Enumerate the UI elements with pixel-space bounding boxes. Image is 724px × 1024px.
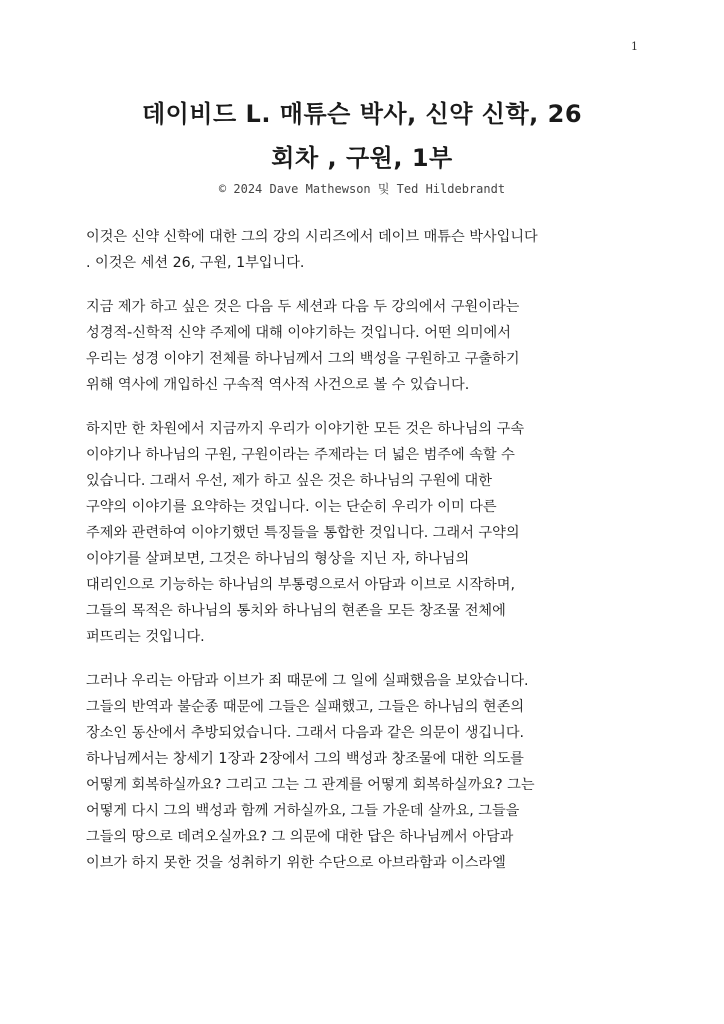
paragraph	[86, 294, 646, 398]
text-line: 하나님께서는 창세기 1장과 2장에서 그의 백성과 창조물에 대한 의도를	[86, 751, 524, 767]
paragraph	[86, 416, 646, 650]
text-line: 그러나 우리는 아담과 이브가 죄 때문에 그 일에 실패했음을 보았습니다.	[86, 673, 529, 689]
text-line: . 이것은 세션 26, 구원, 1부입니다.	[86, 255, 305, 271]
text-line: 지금 제가 하고 싶은 것은 다음 두 세션과 다음 두 강의에서 구원이라는	[86, 299, 520, 315]
text-line: 이브가 하지 못한 것을 성취하기 위한 수단으로 아브라함과 이스라엘	[86, 855, 506, 871]
text-line: 이것은 신약 신학에 대한 그의 강의 시리즈에서 데이브 매튜슨 박사입니다	[86, 229, 538, 245]
title-line: 회차 , 구원, 1부	[271, 144, 453, 172]
text-line: 그들의 반역과 불순종 때문에 그들은 실패했고, 그들은 하나님의 현존의	[86, 699, 525, 715]
text-line: 하지만 한 차원에서 지금까지 우리가 이야기한 모든 것은 하나님의 구속	[86, 421, 525, 437]
document-body	[86, 224, 646, 894]
paragraph	[86, 224, 646, 276]
title-line: 데이비드 L. 매튜슨 박사, 신약 신학, 26	[141, 100, 583, 128]
text-line: 퍼뜨리는 것입니다.	[86, 629, 205, 645]
text-line: 장소인 동산에서 추방되었습니다. 그래서 다음과 같은 의문이 생깁니다.	[86, 725, 525, 741]
text-line: 성경적-신학적 신약 주제에 대해 이야기하는 것입니다. 어떤 의미에서	[86, 325, 511, 341]
document-title	[40, 92, 684, 180]
text-line: 그들의 땅으로 데려오실까요? 그 의문에 대한 답은 하나님께서 아담과	[86, 829, 514, 845]
text-line: 위해 역사에 개입하신 구속적 역사적 사건으로 볼 수 있습니다.	[86, 377, 470, 393]
copyright-notice: © 2024 Dave Mathewson 및 Ted Hildebrandt	[218, 182, 506, 196]
text-line: 이야기를 살펴보면, 그것은 하나님의 형상을 지닌 자, 하나님의	[86, 551, 470, 567]
page-number: 1	[631, 40, 638, 53]
text-line: 어떻게 회복하실까요? 그리고 그는 그 관계를 어떻게 회복하실까요? 그는	[86, 777, 535, 793]
text-line: 그들의 목적은 하나님의 통치와 하나님의 현존을 모든 창조물 전체에	[86, 603, 506, 619]
text-line: 구약의 이야기를 요약하는 것입니다. 이는 단순히 우리가 이미 다른	[86, 499, 497, 515]
text-line: 있습니다. 그래서 우선, 제가 하고 싶은 것은 하나님의 구원에 대한	[86, 473, 492, 489]
text-line: 대리인으로 기능하는 하나님의 부통령으로서 아담과 이브로 시작하며,	[86, 577, 516, 593]
text-line: 우리는 성경 이야기 전체를 하나님께서 그의 백성을 구원하고 구출하기	[86, 351, 520, 367]
paragraph	[86, 668, 646, 876]
text-line: 이야기나 하나님의 구원, 구원이라는 주제라는 더 넓은 범주에 속할 수	[86, 447, 515, 463]
text-line: 어떻게 다시 그의 백성과 함께 거하실까요, 그들 가운데 살까요, 그들을	[86, 803, 520, 819]
text-line: 주제와 관련하여 이야기했던 특징들을 통합한 것입니다. 그래서 구약의	[86, 525, 520, 541]
